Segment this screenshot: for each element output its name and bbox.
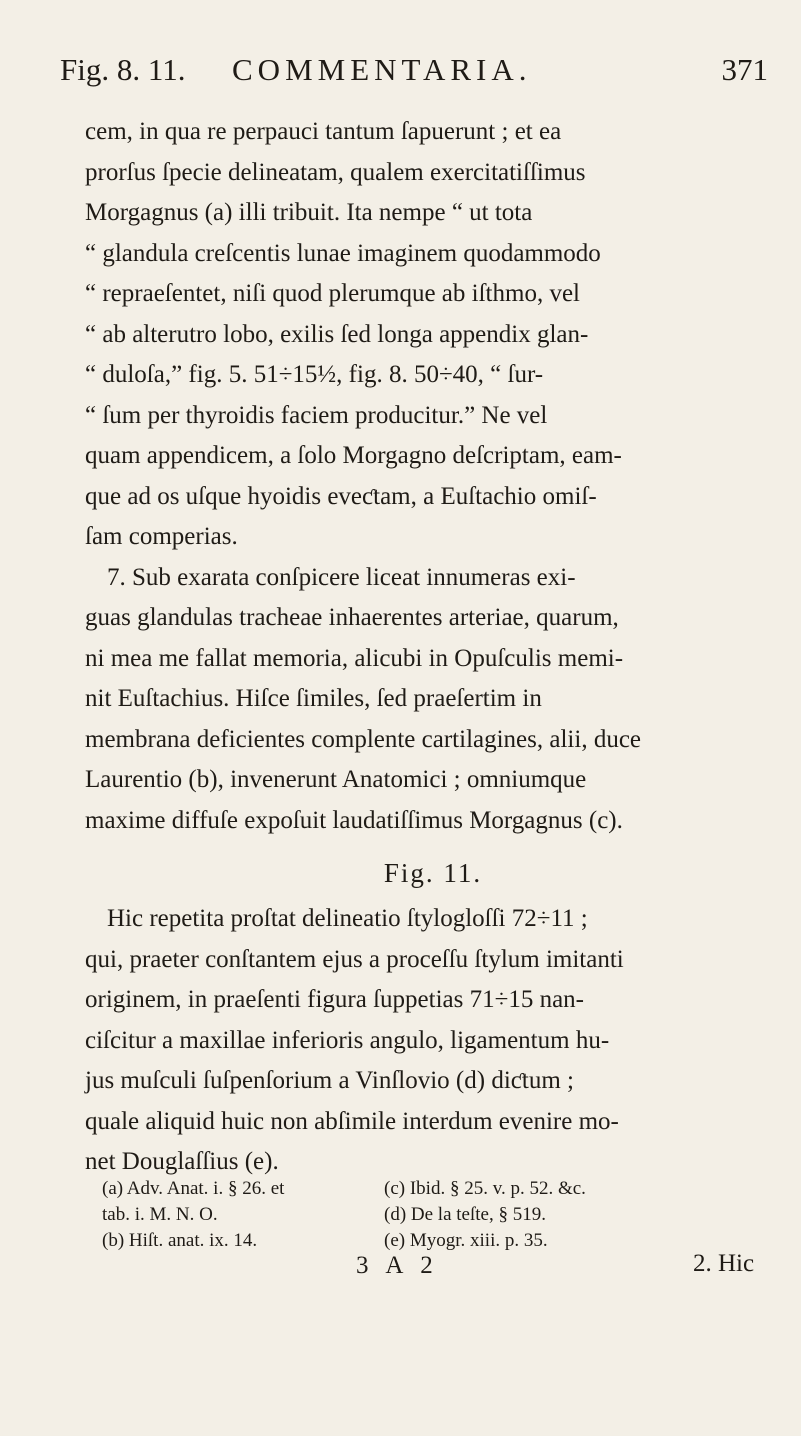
text-line: 7. Sub exarata conſpicere liceat innumeras exi- (107, 563, 576, 591)
text-line: que ad os uſque hyoidis eveƈtam, a Euſtachio omiſ- (85, 482, 597, 510)
text-line: guas glandulas tracheae inhaerentes arteriae, quarum, (85, 604, 619, 631)
text-line: “ ſum per thyroidis faciem producitur.” Ne vel (85, 401, 548, 429)
footnote: (c) Ibid. § 25. v. p. 52. &c. (384, 1178, 586, 1199)
text-line: membrana deficientes complente cartilagines, alii, duce (85, 725, 642, 753)
text-line: Laurentio (b), invenerunt Anatomici ; omniumque (85, 766, 587, 793)
text-line: originem, in praeſenti figura ſuppetias 71÷15 nan- (85, 986, 584, 1013)
text-line: “ repraeſentet, niſi quod plerumque ab iſthmo, vel (85, 280, 580, 307)
paragraph-fig-11 (85, 899, 781, 1183)
text-line: nit Euſtachius. Hiſce ſimiles, ſed praeſertim in (85, 685, 542, 712)
header-figure-ref: Fig. 8. 11. (60, 52, 186, 87)
signature-mark: 3 A 2 (356, 1252, 439, 1279)
header-title: COMMENTARIA. (232, 52, 532, 87)
text-line: prorſus ſpecie delineatam, qualem exercitatiſſimus (85, 158, 586, 186)
footnote: (b) Hiſt. anat. ix. 14. (102, 1230, 258, 1251)
footnote: tab. i. M. N. O. (102, 1204, 218, 1225)
text-line: maxime diffuſe expoſuit laudatiſſimus Morgagnus (c). (85, 806, 623, 834)
footnote: (a) Adv. Anat. i. § 26. et (102, 1178, 285, 1199)
text-line: cem, in qua re perpauci tantum ſapuerunt ; et ea (85, 118, 562, 145)
text-line: qui, praeter conſtantem ejus a proceſſu ſtylum imitanti (85, 945, 624, 973)
text-line: quam appendicem, a ſolo Morgagno deſcriptam, eam- (85, 442, 622, 469)
page-number: 371 (721, 52, 768, 87)
text-line: Morgagnus (a) illi tribuit. Ita nempe “ ut tota (85, 199, 533, 226)
catchword: 2. Hic (693, 1250, 755, 1277)
text-line: “ duloſa,” fig. 5. 51÷15½, fig. 8. 50÷40, “ ſur- (85, 361, 544, 388)
text-line: “ ab alterutro lobo, exilis ſed longa appendix glan- (85, 320, 589, 348)
footnote: (e) Myogr. xiii. p. 35. (384, 1230, 548, 1251)
section-heading: Fig. 11. (383, 858, 483, 888)
footnotes-right-column (384, 1176, 684, 1254)
text-line: quale aliquid huic non abſimile interdum evenire mo- (85, 1107, 619, 1135)
text-line: “ glandula creſcentis lunae imaginem quodammodo (85, 239, 601, 267)
text-line: ciſcitur a maxillae inferioris angulo, ligamentum hu- (85, 1026, 610, 1054)
text-line: ni mea me fallat memoria, alicubi in Opuſculis memi- (85, 644, 624, 672)
paragraph-continuation (85, 112, 781, 558)
running-header (60, 52, 768, 98)
footnotes-left-column (102, 1176, 362, 1254)
main-text (85, 112, 781, 1183)
text-line: Hic repetita proſtat delineatio ſtylogloſſi 72÷11 ; (107, 905, 588, 932)
text-line: ſam comperias. (85, 523, 238, 550)
text-line: net Douglaſſius (e). (85, 1148, 279, 1175)
footnote: (d) De la teſte, § 519. (384, 1204, 546, 1225)
text-line: jus muſculi ſuſpenſorium a Vinſlovio (d) diƈtum ; (85, 1067, 574, 1094)
paragraph-7 (85, 558, 781, 842)
